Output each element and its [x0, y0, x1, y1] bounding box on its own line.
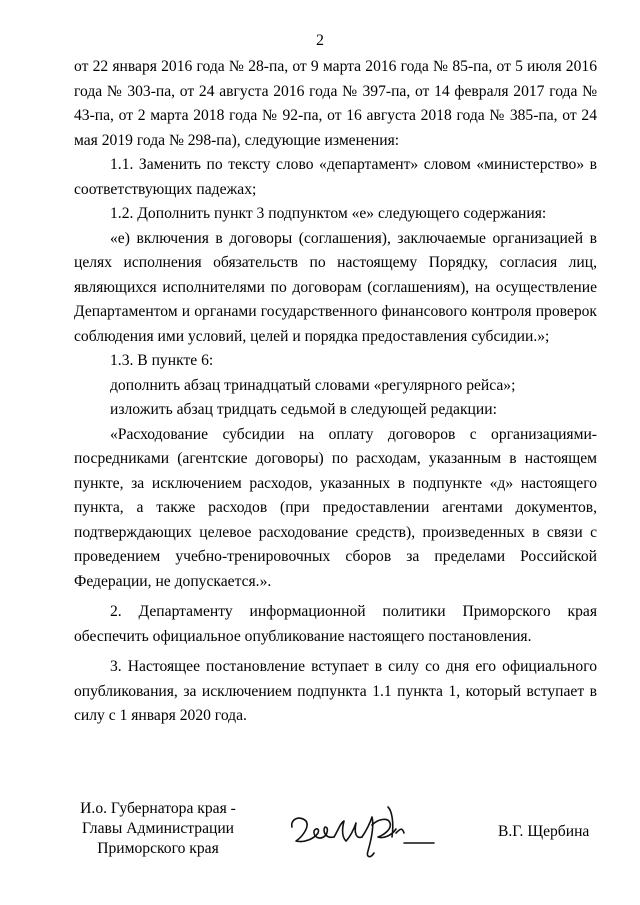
- signatory-title: [70, 799, 246, 859]
- paragraph-2: 2. Департаменту информационной политики Приморского края обеспечить официальное опубликование настоящего постановления.: [74, 603, 597, 645]
- paragraph-1-3-quote: «Расходование субсидии на оплату договоров с организациями-посредниками (агентские договоры) по расходам, указанным в настоящем пункте, за исключением расходов, указанных в подпункте «д» настоящего пункта, а также расходов (при предоставлении агентами документов, подтверждающих целевое расходование средств), произведенных в связи с проведением учебно-тренировочных сборов за пределами Российской Федерации, не допускается.».: [74, 425, 597, 590]
- document-body: [74, 55, 597, 729]
- paragraph-1-3: 1.3. В пункте 6:: [110, 352, 214, 369]
- paragraph-1-1: 1.1. Заменить по тексту слово «департамент» словом «министерство» в соответствующих падежах;: [74, 156, 597, 198]
- paragraph-1-3-item-2: изложить абзац тридцать седьмой в следующей редакции:: [110, 401, 497, 418]
- signature-block: [0, 793, 640, 873]
- paragraph-1-3-item-1: дополнить абзац тринадцатый словами «регулярного рейса»;: [110, 376, 516, 394]
- signatory-title-line: Приморского края: [97, 840, 219, 857]
- signatory-name: В.Г. Щербина: [498, 823, 590, 840]
- paragraph-1-2-quote: «е) включения в договоры (соглашения), заключаемые организацией в целях исполнения обязательств по настоящему Порядку, согласия лиц, являющихся исполнителями по договорам (соглашениям), на осуществление Департаментом и органами государственного финансового контроля проверок соблюдения ими условий, целей и порядка предоставления субсидии.»;: [74, 229, 597, 345]
- paragraph-amendment-list: от 22 января 2016 года № 28-па, от 9 марта 2016 года № 85-па, от 5 июля 2016 года № 303-па, от 24 августа 2016 года № 397-па, от 14 февраля 2017 года № 43-па, от 2 марта 2018 года № 92-па, от 16 августа 2018 года № 385-па, от 24 мая 2019 года № 298-па), следующие изменения:: [74, 58, 597, 149]
- paragraph-1-2: 1.2. Дополнить пункт 3 подпунктом «е» следующего содержания:: [110, 205, 547, 222]
- page-number: 2: [316, 32, 324, 49]
- paragraph-3: 3. Настоящее постановление вступает в силу со дня его официального опубликования, за исключением подпункта 1.1 пункта 1, который вступает в силу с 1 января 2020 года.: [74, 658, 597, 724]
- signatory-title-line: Главы Администрации: [81, 820, 235, 837]
- signatory-title-line: И.о. Губернатора края -: [80, 800, 236, 817]
- handwritten-signature: [284, 793, 444, 873]
